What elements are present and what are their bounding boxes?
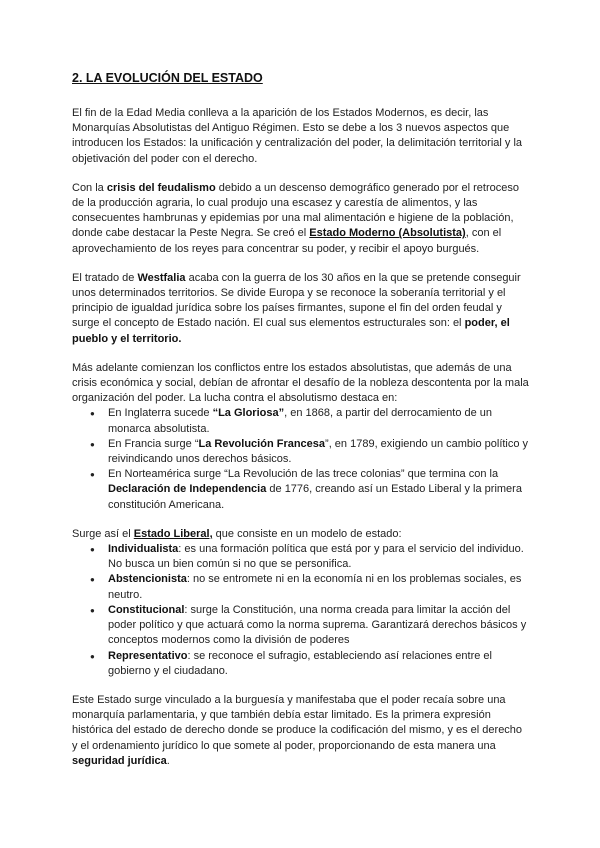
text: Este Estado surge vinculado a la burguesía y manifestaba que el poder recaía sobre una monarquía parlamentaria, y que también debía estar limitado. Es la primera expresión histórica del estado de derecho donde se produce la codificación del mismo, y es el derecho y el ordenamiento jurídico lo que somete al poder, proporcionando de esta manera una: [72, 693, 523, 752]
list-item: [108, 437, 530, 467]
term: Declaración de Independencia: [108, 483, 267, 496]
text: , en 1868, a partir del derrocamiento de un monarca absolutista.: [108, 407, 493, 435]
term: Abstencionista: [108, 573, 187, 586]
paragraph-liberal: [72, 527, 530, 542]
list-item: [108, 572, 530, 602]
text: En Norteamérica surge “La Revolución de las trece colonias” que termina con la: [108, 468, 499, 481]
text: En Inglaterra sucede: [108, 407, 213, 420]
text: que consiste en un modelo de estado:: [212, 527, 402, 540]
list-item: [108, 467, 530, 513]
paragraph-conflicts: Más adelante comienzan los conflictos entre los estados absolutistas, que además de una crisis económica y social, debían de afrontar el desafío de la nobleza descontenta por la mala organización del poder. La lucha contra el absolutismo destaca en:: [72, 361, 529, 405]
text: : es una formación política que está por y para el servicio del individuo. No busca un bien común si no que se personifica.: [108, 543, 524, 571]
list-item: [108, 542, 530, 572]
term-crisis-feudalismo: crisis del feudalismo: [106, 181, 216, 194]
text: acaba con la guerra de los 30 años en la que se pretende conseguir unos determinados territorios. Se divide Europa y se reconoce la soberanía territorial y el principio de igualdad jurídica sobre los países firmantes, supone el fin del orden feudal y surge el concepto de Estado nación. El cual sus elementos estructurales son: el: [72, 271, 521, 330]
term: Individualista: [108, 543, 179, 556]
term-estado-moderno: Estado Moderno (Absolutista): [309, 227, 466, 240]
text: : surge la Constitución, una norma creada para limitar la acción del poder político y que actuará como la norma suprema. Garantizará derechos básicos y conceptos modernos como la división de poderes: [108, 603, 527, 647]
revolutions-list: [72, 406, 530, 512]
text: En Francia surge “: [108, 437, 199, 450]
term-estado-liberal: Estado Liberal,: [133, 527, 213, 540]
paragraph-intro: El fin de la Edad Media conlleva a la aparición de los Estados Modernos, es decir, las Monarquías Absolutistas del Antiguo Régimen. Esto se debe a los 3 nuevos aspectos que introducen los Estados: la unificación y centralización del poder, la delimitación territorial y la objetivación del poder con el derecho.: [72, 107, 523, 165]
term: La Revolución Francesa: [198, 437, 326, 450]
list-item: [108, 649, 530, 679]
paragraph-burguesia: [72, 693, 530, 769]
section-title: 2. LA EVOLUCIÓN DEL ESTADO: [72, 71, 263, 85]
text: Con la: [72, 181, 107, 194]
text: ”, en 1789, exigiendo un cambio político y reivindicando unos derechos básicos.: [108, 437, 529, 466]
text: El tratado de: [72, 271, 138, 284]
term-elementos: poder, el pueblo y el territorio.: [72, 317, 510, 345]
text: .: [166, 754, 170, 767]
paragraph-feudalism: [72, 181, 530, 257]
text: de 1776, creando así un Estado Liberal y la primera constitución Americana.: [108, 483, 522, 511]
text: , con el aprovechamiento de los reyes para concentrar su poder, y recibir el apoyo burgués.: [72, 227, 502, 255]
term-westfalia: Westfalia: [137, 271, 186, 284]
list-item: [108, 406, 530, 436]
term: Constitucional: [108, 603, 185, 616]
paragraph-westfalia: [72, 271, 530, 347]
term-seguridad-juridica: seguridad jurídica: [72, 754, 167, 767]
term: Representativo: [108, 649, 188, 662]
text: : se reconoce el sufragio, estableciendo así relaciones entre el gobierno y el ciudadano.: [108, 649, 492, 677]
list-item: [108, 603, 530, 649]
text: Surge así el: [72, 527, 134, 540]
text: : no se entromete ni en la economía ni en los problemas sociales, es neutro.: [108, 573, 522, 601]
liberal-features-list: [72, 542, 530, 679]
term: “La Gloriosa”: [212, 407, 285, 420]
text: debido a un descenso demográfico generado por el retroceso de la producción agraria, lo cual produjo una escasez y carestía de alimentos, y las consecuentes hambrunas y epidemias por una mal alimentación e higiene de la población, donde cabe destacar la Peste Negra. Se creó el: [72, 181, 519, 240]
